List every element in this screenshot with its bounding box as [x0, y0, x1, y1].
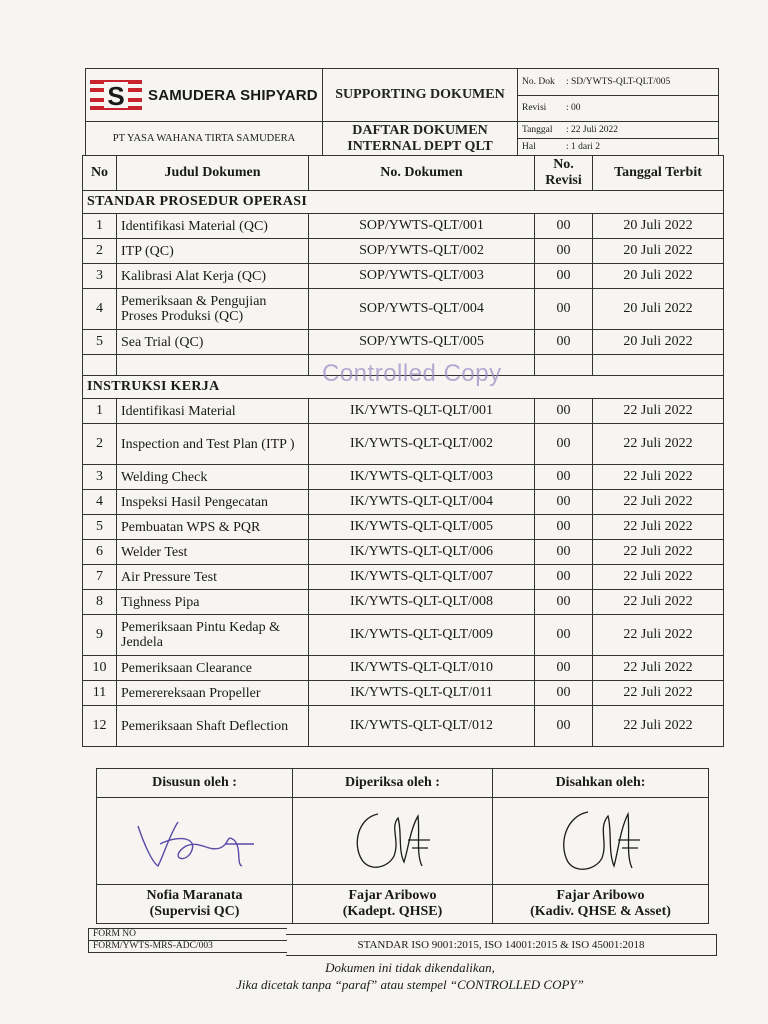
row-title: Pembuatan WPS & PQR [117, 515, 309, 540]
row-doc-number: IK/YWTS-QLT-QLT/011 [309, 681, 535, 706]
table-row [83, 590, 724, 615]
row-revision: 00 [535, 289, 593, 330]
row-date: 20 Juli 2022 [593, 239, 724, 264]
controlled-copy-stamp: Controlled Copy [322, 360, 502, 387]
row-number: 5 [83, 515, 117, 540]
row-date: 22 Juli 2022 [593, 565, 724, 590]
table-row [83, 264, 724, 289]
row-doc-number: IK/YWTS-QLT-QLT/001 [309, 399, 535, 424]
row-revision: 00 [535, 330, 593, 355]
empty-cell [593, 355, 724, 376]
row-number: 12 [83, 706, 117, 747]
sig-name-approved: Fajar Aribowo (Kadiv. QHSE & Asset) [493, 885, 709, 924]
form-label: FORM NO [93, 929, 137, 939]
row-date: 20 Juli 2022 [593, 264, 724, 289]
row-doc-number: SOP/YWTS-QLT/003 [309, 264, 535, 289]
row-revision: 00 [535, 490, 593, 515]
row-title: ITP (QC) [117, 239, 309, 264]
row-title: Inspeksi Hasil Pengecatan [117, 490, 309, 515]
row-title: Pemeriksaan Pintu Kedap & Jendela [117, 615, 309, 656]
row-doc-number: IK/YWTS-QLT-QLT/002 [309, 424, 535, 465]
shipyard-logo-icon [90, 78, 142, 112]
document-list-table [82, 155, 724, 747]
row-doc-number: SOP/YWTS-QLT/005 [309, 330, 535, 355]
row-number: 2 [83, 239, 117, 264]
row-doc-number: IK/YWTS-QLT-QLT/009 [309, 615, 535, 656]
meta-date: Tanggal : 22 Juli 2022 [518, 122, 719, 139]
doc-title: DAFTAR DOKUMEN INTERNAL DEPT QLT [323, 122, 518, 156]
row-revision: 00 [535, 214, 593, 239]
uncontrolled-note-line1: Dokumen ini tidak dikendalikan, [325, 960, 495, 975]
row-number: 4 [83, 289, 117, 330]
row-doc-number: IK/YWTS-QLT-QLT/007 [309, 565, 535, 590]
row-doc-number: IK/YWTS-QLT-QLT/008 [309, 590, 535, 615]
row-date: 20 Juli 2022 [593, 330, 724, 355]
company-name: SAMUDERA SHIPYARD [148, 86, 318, 104]
table-row [83, 239, 724, 264]
col-header-revision: No. Revisi [535, 156, 593, 191]
sig-role-prepared: Disusun oleh : [97, 769, 293, 798]
row-revision: 00 [535, 681, 593, 706]
table-row [83, 565, 724, 590]
table-row [83, 399, 724, 424]
row-title: Identifikasi Material [117, 399, 309, 424]
row-revision: 00 [535, 465, 593, 490]
row-title: Inspection and Test Plan (ITP ) [117, 424, 309, 465]
table-row [83, 681, 724, 706]
table-row [83, 615, 724, 656]
row-number: 2 [83, 424, 117, 465]
row-date: 22 Juli 2022 [593, 490, 724, 515]
meta-page: Hal : 1 dari 2 [518, 139, 719, 156]
row-number: 9 [83, 615, 117, 656]
row-revision: 00 [535, 239, 593, 264]
table-row [83, 515, 724, 540]
company-full-name: PT YASA WAHANA TIRTA SAMUDERA [86, 122, 323, 156]
row-doc-number: SOP/YWTS-QLT/004 [309, 289, 535, 330]
row-number: 5 [83, 330, 117, 355]
iso-standards: STANDAR ISO 9001:2015, ISO 14001:2015 & ISO 45001:2018 [286, 934, 717, 956]
meta-doc-no: No. Dok : SD/YWTS-QLT-QLT/005 [518, 69, 719, 96]
row-revision: 00 [535, 540, 593, 565]
row-number: 7 [83, 565, 117, 590]
row-revision: 00 [535, 399, 593, 424]
table-row [83, 465, 724, 490]
row-title: Tighness Pipa [117, 590, 309, 615]
row-title: Identifikasi Material (QC) [117, 214, 309, 239]
row-date: 22 Juli 2022 [593, 706, 724, 747]
form-number: FORM/YWTS-MRS-ADC/003 [89, 940, 287, 952]
row-title: Welding Check [117, 465, 309, 490]
empty-cell [117, 355, 309, 376]
table-row [83, 330, 724, 355]
row-title: Pemeriksaan Shaft Deflection [117, 706, 309, 747]
row-title: Welder Test [117, 540, 309, 565]
table-row [83, 656, 724, 681]
row-doc-number: IK/YWTS-QLT-QLT/004 [309, 490, 535, 515]
row-doc-number: IK/YWTS-QLT-QLT/003 [309, 465, 535, 490]
row-doc-number: IK/YWTS-QLT-QLT/010 [309, 656, 535, 681]
uncontrolled-note-line2: Jika dicetak tanpa “paraf” atau stempel “CONTROLLED COPY” [236, 977, 584, 992]
sig-name-checked: Fajar Aribowo (Kadept. QHSE) [293, 885, 493, 924]
row-date: 22 Juli 2022 [593, 615, 724, 656]
row-date: 22 Juli 2022 [593, 399, 724, 424]
row-doc-number: IK/YWTS-QLT-QLT/012 [309, 706, 535, 747]
col-header-title: Judul Dokumen [117, 156, 309, 191]
row-number: 1 [83, 399, 117, 424]
row-doc-number: IK/YWTS-QLT-QLT/006 [309, 540, 535, 565]
document-header [85, 68, 719, 156]
row-number: 8 [83, 590, 117, 615]
handwritten-signature-icon [546, 800, 656, 878]
section-title: INSTRUKSI KERJA [83, 376, 724, 399]
meta-revision: Revisi : 00 [518, 95, 719, 122]
row-date: 22 Juli 2022 [593, 515, 724, 540]
row-revision: 00 [535, 590, 593, 615]
row-revision: 00 [535, 515, 593, 540]
form-number-box [88, 928, 287, 953]
row-number: 6 [83, 540, 117, 565]
table-row [83, 490, 724, 515]
row-doc-number: SOP/YWTS-QLT/002 [309, 239, 535, 264]
table-header-row [83, 156, 724, 191]
empty-cell [535, 355, 593, 376]
row-date: 22 Juli 2022 [593, 681, 724, 706]
table-row [83, 540, 724, 565]
row-date: 22 Juli 2022 [593, 540, 724, 565]
row-title: Pemeriksaan Clearance [117, 656, 309, 681]
row-date: 22 Juli 2022 [593, 424, 724, 465]
empty-cell [83, 355, 117, 376]
logo-cell [86, 69, 323, 122]
table-row [83, 424, 724, 465]
row-revision: 00 [535, 264, 593, 289]
sig-role-checked: Diperiksa oleh : [293, 769, 493, 798]
signature-table [96, 768, 709, 924]
sig-name-prepared: Nofia Maranata (Supervisi QC) [97, 885, 293, 924]
row-title: Sea Trial (QC) [117, 330, 309, 355]
row-date: 22 Juli 2022 [593, 590, 724, 615]
handwritten-signature-icon [130, 804, 260, 874]
row-revision: 00 [535, 565, 593, 590]
col-header-no: No [83, 156, 117, 191]
signature-nofia [97, 798, 293, 885]
col-header-doc-no: No. Dokumen [309, 156, 535, 191]
signature-fajar-2 [493, 798, 709, 885]
doc-type: SUPPORTING DOKUMEN [323, 69, 518, 122]
row-number: 10 [83, 656, 117, 681]
row-doc-number: SOP/YWTS-QLT/001 [309, 214, 535, 239]
table-row [83, 289, 724, 330]
row-revision: 00 [535, 706, 593, 747]
sig-role-approved: Disahkan oleh: [493, 769, 709, 798]
row-title: Air Pressure Test [117, 565, 309, 590]
row-doc-number: IK/YWTS-QLT-QLT/005 [309, 515, 535, 540]
row-title: Kalibrasi Alat Kerja (QC) [117, 264, 309, 289]
col-header-date: Tanggal Terbit [593, 156, 724, 191]
row-revision: 00 [535, 424, 593, 465]
row-revision: 00 [535, 656, 593, 681]
handwritten-signature-icon [338, 800, 448, 878]
row-number: 3 [83, 264, 117, 289]
row-number: 3 [83, 465, 117, 490]
row-title: Pemerereksaan Propeller [117, 681, 309, 706]
table-row [83, 214, 724, 239]
row-date: 22 Juli 2022 [593, 656, 724, 681]
svg-text:S: S [107, 81, 125, 111]
row-number: 4 [83, 490, 117, 515]
row-revision: 00 [535, 615, 593, 656]
row-date: 20 Juli 2022 [593, 214, 724, 239]
row-date: 22 Juli 2022 [593, 465, 724, 490]
signature-fajar-1 [293, 798, 493, 885]
section-row [83, 191, 724, 214]
row-number: 11 [83, 681, 117, 706]
row-title: Pemeriksaan & Pengujian Proses Produksi (QC) [117, 289, 309, 330]
row-date: 20 Juli 2022 [593, 289, 724, 330]
table-row [83, 706, 724, 747]
row-number: 1 [83, 214, 117, 239]
section-title: STANDAR PROSEDUR OPERASI [83, 191, 724, 214]
